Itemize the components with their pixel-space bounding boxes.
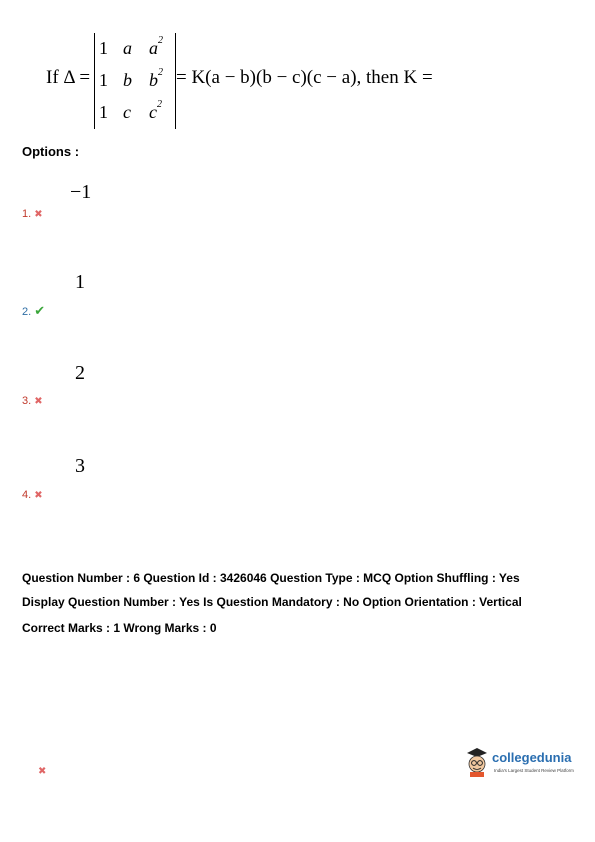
logo-mascot-icon [464, 747, 490, 777]
brand-tagline: India's Largest Student Review Platform [494, 768, 574, 773]
question-meta-line: Question Number : 6 Question Id : 3426046 Question Type : MCQ Option Shuffling : Yes [22, 571, 520, 585]
matrix-cell: a [123, 38, 132, 58]
matrix-cell: 1 [99, 102, 108, 122]
matrix-cell: 1 [99, 38, 108, 58]
question-rhs: = K(a − b)(b − c)(c − a), then K = [176, 67, 433, 88]
option-value: 3 [75, 455, 85, 477]
cross-icon: ✖ [34, 490, 43, 501]
option-value: 2 [75, 362, 85, 384]
determinant-matrix [94, 33, 176, 129]
matrix-cell: $a^2$ [149, 35, 163, 58]
option-value: 1 [75, 271, 85, 293]
question-meta-line: Correct Marks : 1 Wrong Marks : 0 [22, 621, 217, 635]
matrix-cell: b [123, 70, 132, 90]
check-icon: ✔ [34, 303, 46, 318]
options-heading: Options : [22, 144, 80, 159]
cross-icon: ✖ [38, 766, 47, 777]
question-block [0, 0, 595, 140]
option-number-label: 2. [22, 306, 32, 318]
option-value: −1 [70, 181, 92, 203]
option-number[interactable] [22, 489, 43, 501]
matrix-cell: $b^2$ [149, 67, 163, 90]
option-number-label: 4. [22, 489, 32, 501]
matrix-cell: c [123, 102, 131, 122]
brand-name: collegedunia [492, 750, 572, 765]
question-prefix: If Δ = [46, 67, 91, 88]
option-number[interactable] [22, 208, 43, 220]
option-number-label: 3. [22, 395, 32, 407]
option-number[interactable] [22, 395, 43, 407]
option-number-label: 1. [22, 208, 32, 220]
option-number[interactable] [22, 303, 45, 319]
matrix-cell: 1 [99, 70, 108, 90]
question-meta-line: Display Question Number : Yes Is Question Mandatory : No Option Orientation : Vertical [22, 595, 522, 609]
cross-icon: ✖ [34, 396, 43, 407]
matrix-cell: $c^2$ [149, 99, 162, 122]
cross-icon: ✖ [34, 209, 43, 220]
